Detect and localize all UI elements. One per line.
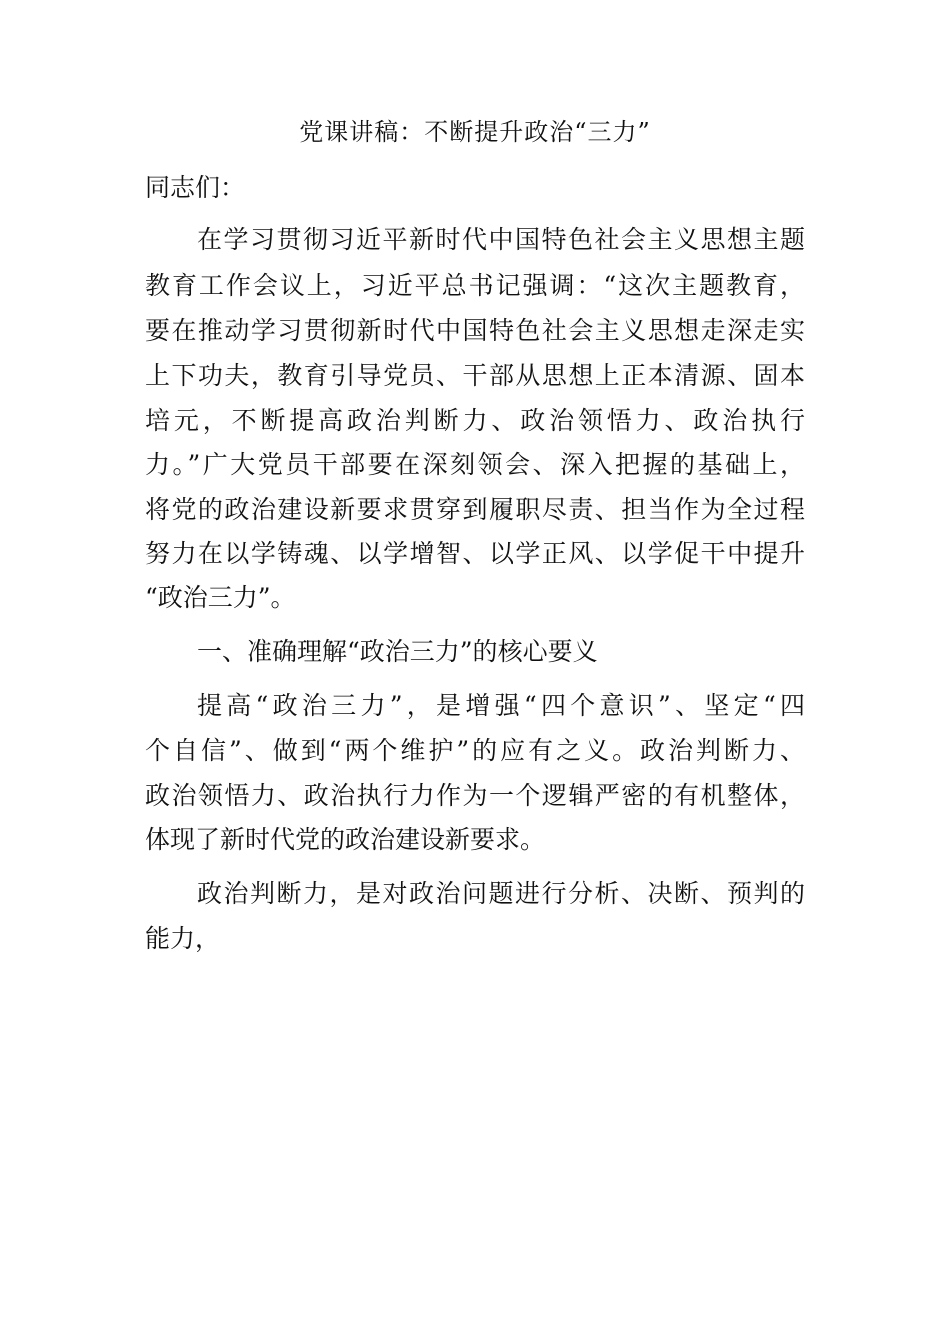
- section-heading: 一、准确理解“政治三力”的核心要义: [197, 637, 598, 666]
- paragraph-line: 能力，: [145, 924, 221, 953]
- paragraph-line: 个自信”、做到“两个维护”的应有之义。政治判断力、: [145, 736, 805, 765]
- paragraph-line: 将党的政治建设新要求贯穿到履职尽责、担当作为全过程: [145, 495, 805, 524]
- paragraph-line: 要在推动学习贯彻新时代中国特色社会主义思想走深走实: [145, 316, 805, 345]
- paragraph-line: 体现了新时代党的政治建设新要求。: [145, 825, 546, 854]
- paragraph-line: 教育工作会议上，习近平总书记强调：“这次主题教育，: [145, 271, 805, 300]
- paragraph-line: “政治三力”。: [145, 583, 296, 612]
- salutation: 同志们：: [145, 173, 246, 202]
- document-title: 党课讲稿：不断提升政治“三力”: [299, 118, 651, 146]
- paragraph-line: 上下功夫，教育引导党员、干部从思想上正本清源、固本: [145, 361, 805, 390]
- paragraph-line: 力。”广大党员干部要在深刻领会、深入把握的基础上，: [145, 450, 805, 479]
- paragraph-line: 培元，不断提高政治判断力、政治领悟力、政治执行: [145, 406, 805, 435]
- paragraph-line: 努力在以学铸魂、以学增智、以学正风、以学促干中提升: [145, 539, 805, 568]
- paragraph-line: 政治判断力，是对政治问题进行分析、决断、预判的: [197, 879, 805, 908]
- paragraph-line: 政治领悟力、政治执行力作为一个逻辑严密的有机整体，: [145, 781, 805, 810]
- paragraph-line: 提高“政治三力”，是增强“四个意识”、坚定“四: [197, 691, 805, 720]
- paragraph-line: 在学习贯彻习近平新时代中国特色社会主义思想主题: [197, 225, 805, 254]
